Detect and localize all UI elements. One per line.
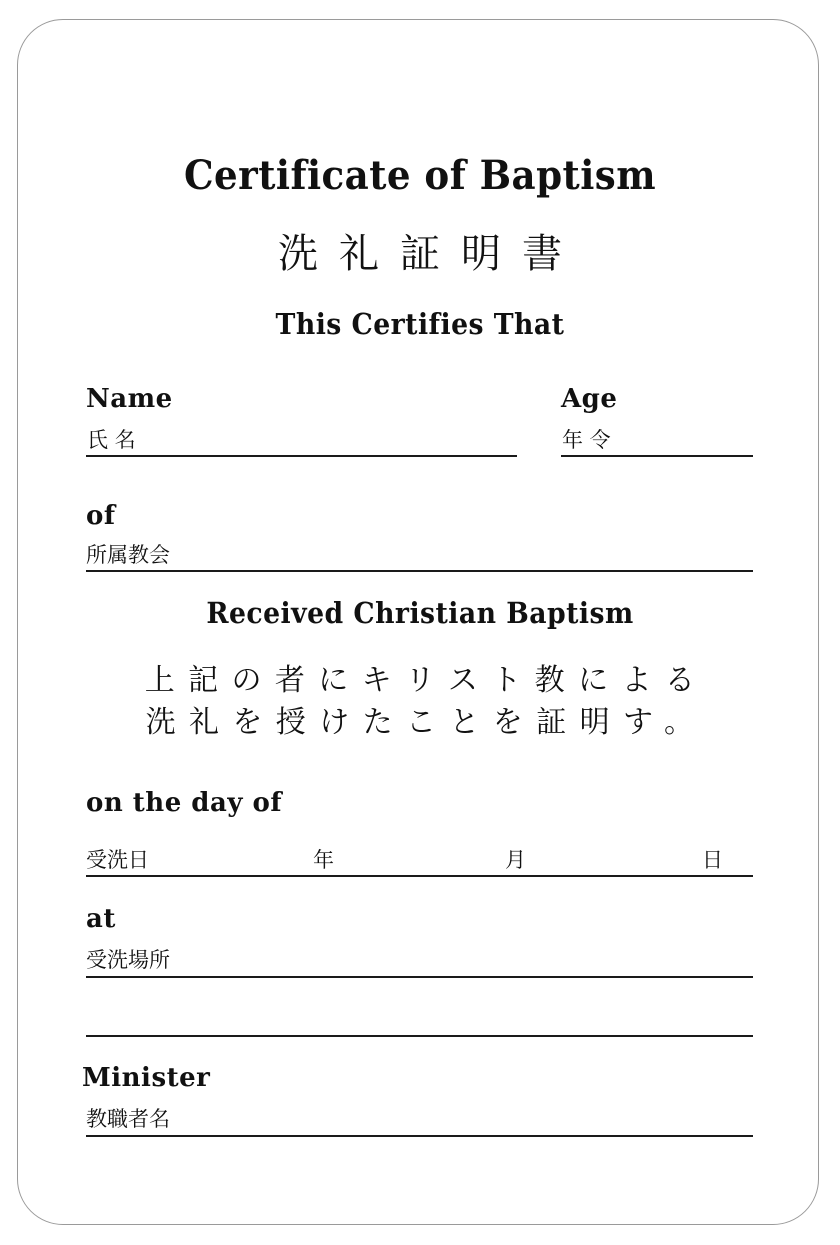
minister-label-jp: 教職者名 <box>86 1107 170 1131</box>
month-suffix-label: 月 <box>505 848 526 872</box>
age-label-jp: 年 令 <box>562 428 611 452</box>
age-field[interactable] <box>630 424 750 454</box>
church-field[interactable] <box>195 539 750 569</box>
place-field-line-2[interactable] <box>86 1003 753 1033</box>
year-suffix-label: 年 <box>313 848 334 872</box>
minister-field[interactable] <box>195 1103 750 1133</box>
minister-underline <box>86 1135 753 1137</box>
minister-label-en: Minister <box>82 1063 211 1093</box>
place-label-jp: 受洗場所 <box>86 948 170 972</box>
age-label-en: Age <box>561 384 618 414</box>
statement-line-2: 洗礼を授けたことを証明す。 <box>145 705 708 740</box>
church-underline <box>86 570 753 572</box>
certificate-title-japanese: 洗礼証明書 <box>278 231 583 277</box>
day-suffix-label: 日 <box>702 848 723 872</box>
date-day-field[interactable] <box>535 844 700 874</box>
date-underline <box>86 875 753 877</box>
age-underline <box>561 455 753 457</box>
date-year-field[interactable] <box>170 844 315 874</box>
name-underline <box>86 455 517 457</box>
name-label-jp: 氏 名 <box>87 428 136 452</box>
place-label-en: at <box>86 904 116 934</box>
church-label-jp: 所属教会 <box>86 543 170 567</box>
name-label-en: Name <box>86 384 173 414</box>
date-month-field[interactable] <box>345 844 505 874</box>
statement-line-1: 上記の者にキリスト教による <box>144 663 709 698</box>
place-field-line-1[interactable] <box>195 944 750 974</box>
received-baptism-heading: Received Christian Baptism <box>206 596 634 630</box>
certificate-title: Certificate of Baptism <box>183 152 657 199</box>
certifies-that-heading: This Certifies That <box>275 307 565 341</box>
church-label-en: of <box>86 501 116 531</box>
date-label-en: on the day of <box>86 788 283 818</box>
place-underline-2 <box>86 1035 753 1037</box>
date-label-jp: 受洗日 <box>86 848 149 872</box>
name-field[interactable] <box>150 424 515 454</box>
place-underline-1 <box>86 976 753 978</box>
